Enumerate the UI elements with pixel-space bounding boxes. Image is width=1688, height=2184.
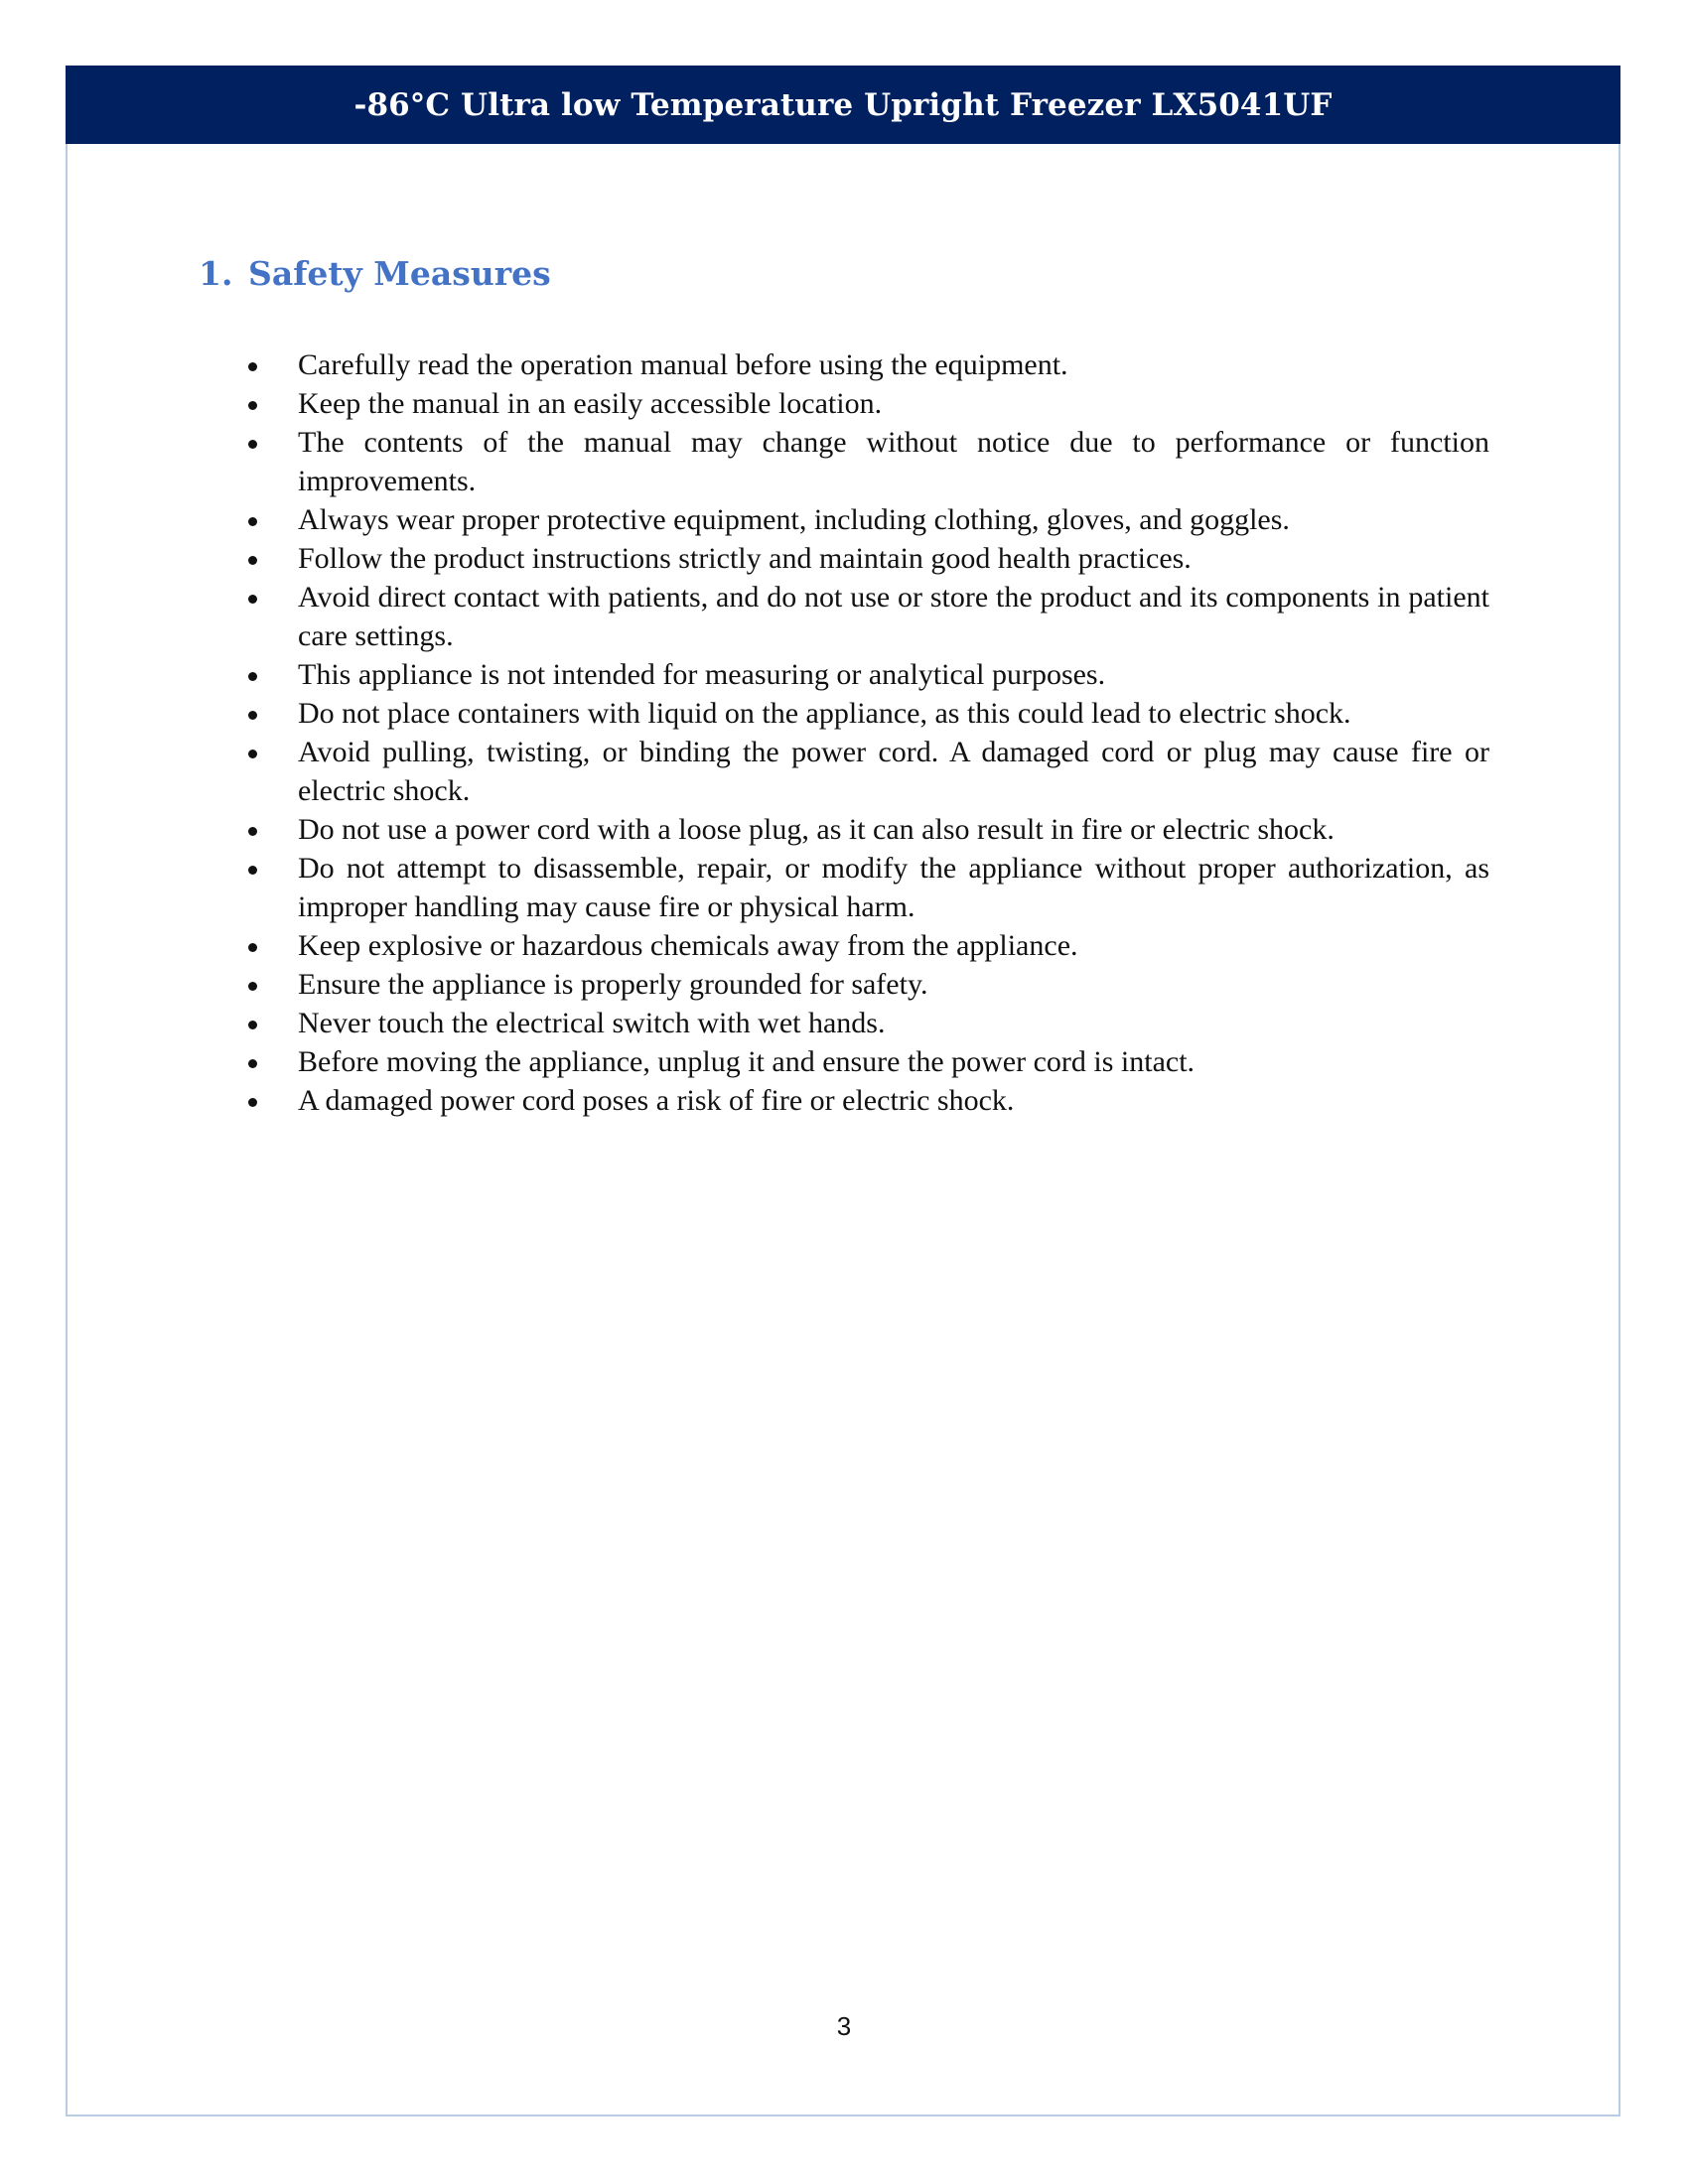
list-item	[248, 849, 1489, 926]
bullet-icon	[248, 1098, 257, 1107]
document-header	[66, 66, 1620, 144]
bullet-icon	[248, 750, 257, 758]
list-item-text: Carefully read the operation manual before using the equipment.	[298, 348, 1068, 381]
bullet-icon	[248, 517, 257, 526]
list-item-text: Do not attempt to disassemble, repair, or modify the appliance without proper authorization, as improper handling may cause fire or physical harm.	[298, 852, 1489, 923]
list-item-text: Always wear proper protective equipment, including clothing, gloves, and goggles.	[298, 503, 1290, 536]
page-number: 3	[836, 2011, 852, 2041]
list-item-text: Keep the manual in an easily accessible location.	[298, 387, 883, 420]
bullet-icon	[248, 711, 257, 720]
list-item-text: Keep explosive or hazardous chemicals away from the appliance.	[298, 929, 1078, 962]
list-item	[248, 694, 1489, 733]
list-item	[248, 655, 1489, 694]
bullet-icon	[248, 982, 257, 991]
list-item	[248, 578, 1489, 655]
list-item-text: Do not use a power cord with a loose plug, as it can also result in fire or electric shock.	[298, 813, 1335, 846]
bullet-icon	[248, 1059, 257, 1068]
bullet-icon	[248, 827, 257, 836]
list-item-text: Ensure the appliance is properly grounded for safety.	[298, 968, 928, 1001]
section-title: Safety Measures	[248, 254, 551, 293]
section-heading	[199, 254, 551, 293]
section-number: 1.	[199, 254, 233, 293]
list-item	[248, 926, 1489, 965]
bullet-icon	[248, 595, 257, 604]
bullet-icon	[248, 556, 257, 565]
bullet-icon	[248, 943, 257, 952]
list-item-text: Avoid pulling, twisting, or binding the power cord. A damaged cord or plug may cause fire or electric shock.	[298, 736, 1489, 807]
list-item	[248, 384, 1489, 423]
bullet-icon	[248, 440, 257, 449]
list-item	[248, 500, 1489, 539]
list-item	[248, 965, 1489, 1004]
list-item	[248, 539, 1489, 578]
list-item-text: Never touch the electrical switch with wet hands.	[298, 1007, 886, 1039]
list-item-text: Do not place containers with liquid on the appliance, as this could lead to electric shock.	[298, 697, 1351, 730]
list-item	[248, 423, 1489, 500]
list-item-text: Follow the product instructions strictly and maintain good health practices.	[298, 542, 1192, 575]
bullet-icon	[248, 866, 257, 875]
safety-measures-list	[248, 345, 1489, 1120]
list-item-text: A damaged power cord poses a risk of fire or electric shock.	[298, 1084, 1015, 1117]
bullet-icon	[248, 1021, 257, 1029]
list-item	[248, 1042, 1489, 1081]
list-item	[248, 733, 1489, 810]
list-item	[248, 345, 1489, 384]
bullet-icon	[248, 362, 257, 371]
list-item-text: Before moving the appliance, unplug it and ensure the power cord is intact.	[298, 1045, 1196, 1078]
list-item-text: The contents of the manual may change without notice due to performance or function improvements.	[298, 426, 1489, 497]
bullet-icon	[248, 672, 257, 681]
list-item-text: This appliance is not intended for measuring or analytical purposes.	[298, 658, 1106, 691]
list-item	[248, 1081, 1489, 1120]
bullet-icon	[248, 401, 257, 410]
document-title: -86°C Ultra low Temperature Upright Freezer LX5041UF	[353, 86, 1333, 123]
list-item	[248, 1004, 1489, 1042]
list-item	[248, 810, 1489, 849]
list-item-text: Avoid direct contact with patients, and do not use or store the product and its components in patient care settings.	[298, 581, 1489, 652]
